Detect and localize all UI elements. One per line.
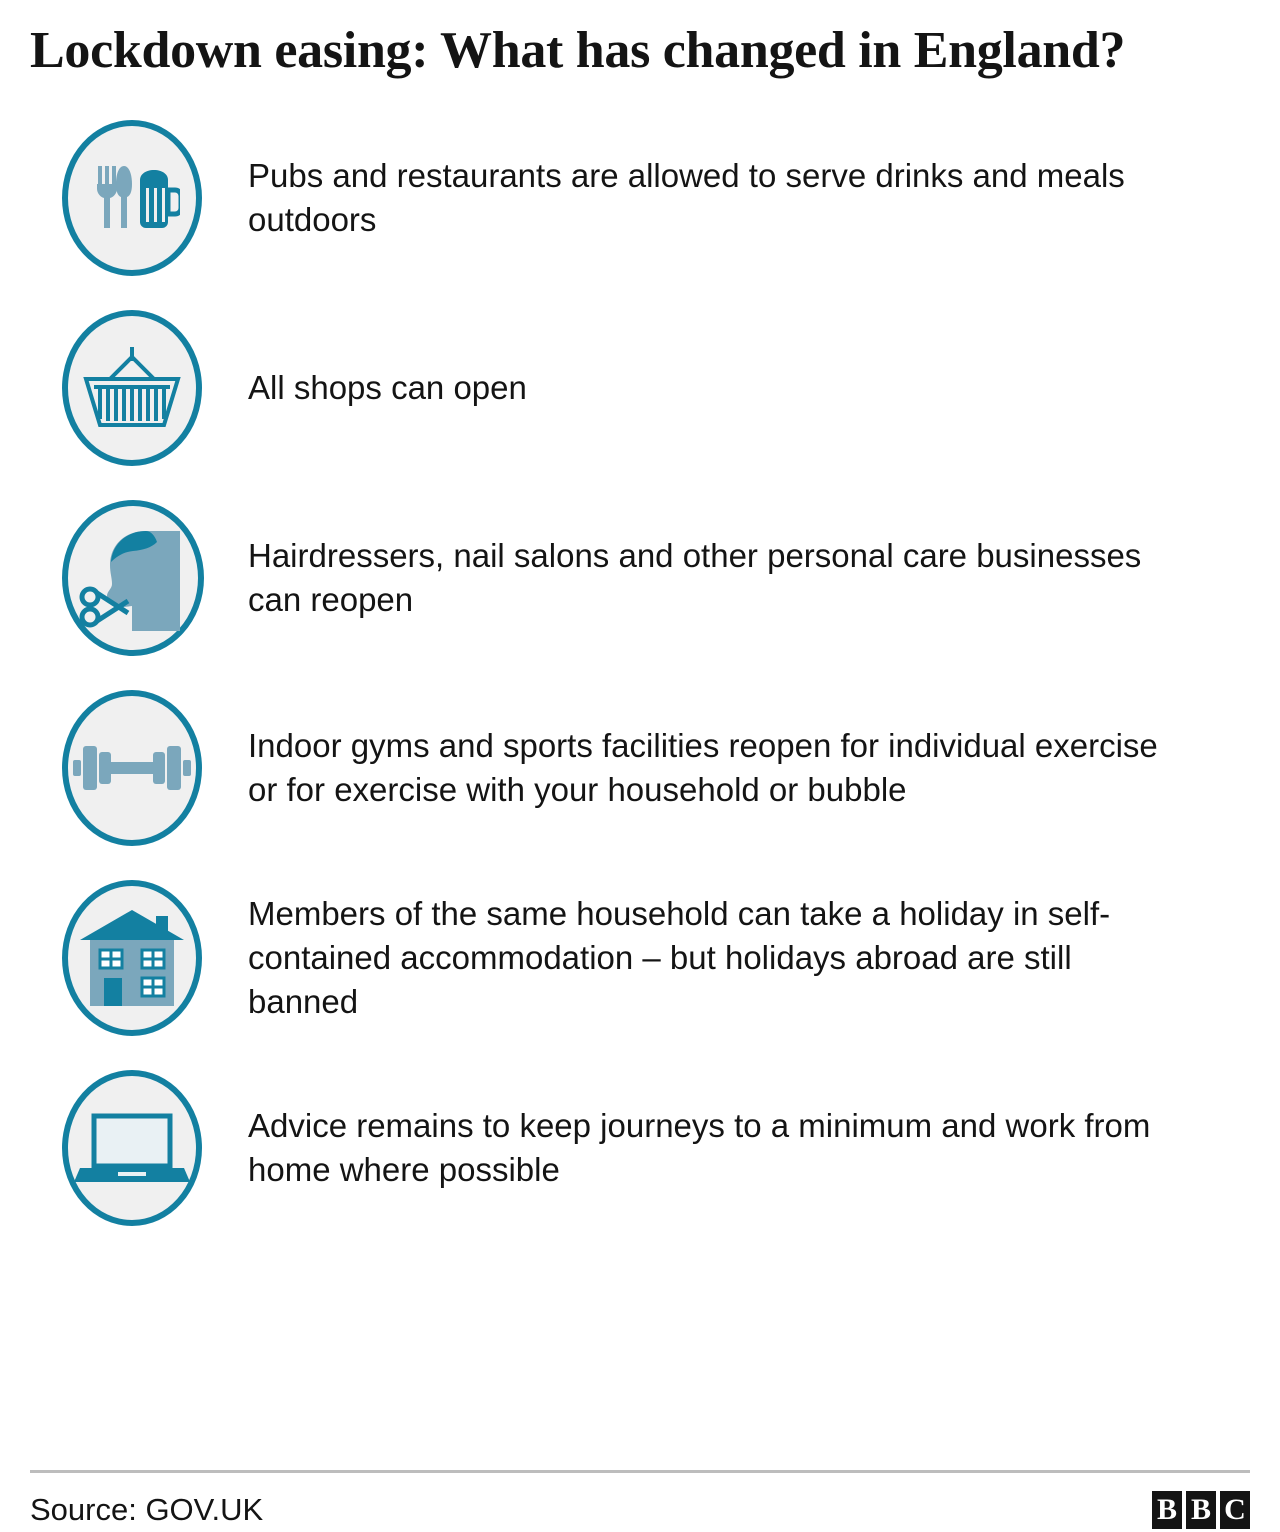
- bbc-logo: [1152, 1491, 1250, 1529]
- cutlery-and-beer-icon: [84, 150, 180, 246]
- icon-container: [30, 310, 202, 466]
- list-item-text: Members of the same household can take a holiday in self-contained accommodation – but holidays abroad are still banned: [248, 894, 1111, 1021]
- dumbbell-icon: [73, 736, 191, 800]
- icon-container: [30, 500, 202, 656]
- icon-container: [30, 690, 202, 846]
- icon-circle: [62, 880, 202, 1036]
- list-item: [30, 120, 1250, 276]
- list-item-text: Hairdressers, nail salons and other personal care businesses can reopen: [248, 537, 1142, 619]
- shopping-basket-icon: [80, 343, 184, 433]
- list-item: [30, 880, 1250, 1036]
- list-item: [30, 690, 1250, 846]
- icon-circle: [62, 690, 202, 846]
- list-item-text: Indoor gyms and sports facilities reopen for individual exercise or for exercise with your household or bubble: [248, 727, 1158, 809]
- icon-circle: [62, 500, 204, 656]
- laptop-icon: [74, 1106, 190, 1190]
- icon-container: [30, 880, 202, 1036]
- house-icon: [76, 906, 188, 1010]
- changes-list: [30, 120, 1250, 1464]
- list-item: [30, 310, 1250, 466]
- source-label: Source: GOV.UK: [30, 1491, 264, 1527]
- list-item-text: Pubs and restaurants are allowed to serve drinks and meals outdoors: [248, 157, 1125, 239]
- icon-container: [30, 120, 202, 276]
- icon-circle: [62, 310, 202, 466]
- list-item-text: Advice remains to keep journeys to a minimum and work from home where possible: [248, 1107, 1151, 1189]
- icon-circle: [62, 1070, 202, 1226]
- bbc-logo-letter: C: [1220, 1491, 1250, 1529]
- hairdresser-scissors-icon: [68, 513, 198, 643]
- list-item: [30, 1070, 1250, 1226]
- list-item: [30, 500, 1250, 656]
- bbc-logo-letter: B: [1152, 1491, 1182, 1529]
- bbc-logo-letter: B: [1186, 1491, 1216, 1529]
- page-title: Lockdown easing: What has changed in England?: [30, 22, 1126, 79]
- icon-circle: [62, 120, 202, 276]
- icon-container: [30, 1070, 202, 1226]
- footer: [30, 1470, 1250, 1532]
- list-item-text: All shops can open: [248, 369, 527, 407]
